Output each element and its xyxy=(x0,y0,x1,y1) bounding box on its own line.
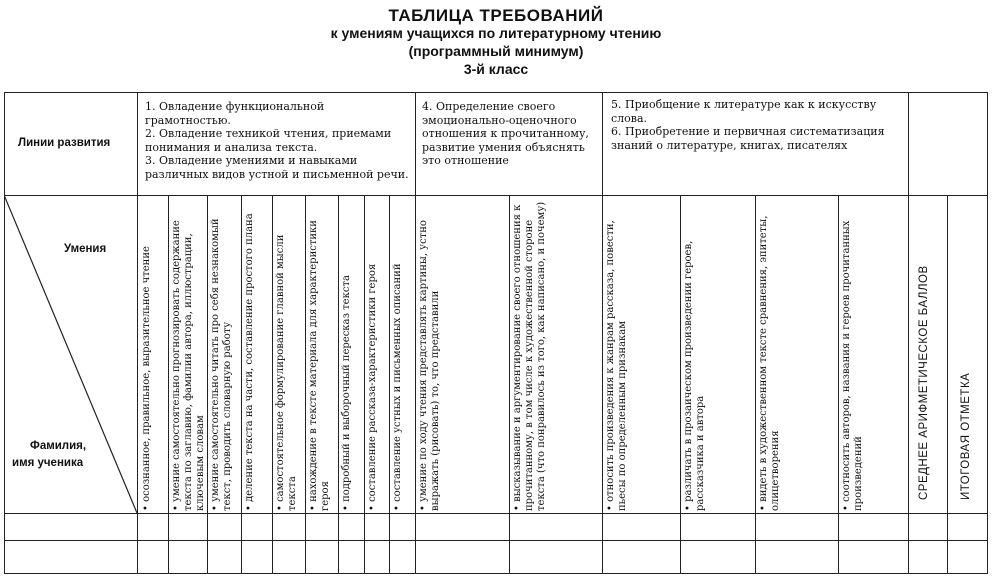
lines-of-development-label: Линии развития xyxy=(18,137,111,149)
group-1-item: 2. Овладение техникой чтения, приемами понимания и анализа текста. xyxy=(145,127,392,154)
table-col-divider xyxy=(908,92,909,573)
table-row-divider xyxy=(4,540,988,541)
table-row-divider xyxy=(4,195,988,196)
skill-column-text: • умение самостоятельно читать про себя незнакомый текст, проводить словарную работу xyxy=(210,218,233,511)
table-col-divider xyxy=(680,195,681,573)
skill-column-text: • подробный и выборочный пересказ текста xyxy=(341,275,352,511)
skill-column-text: • относить произведения к жанрам рассказа, повести, пьесы по определенным признакам xyxy=(605,220,628,511)
table-col-divider xyxy=(755,195,756,573)
skill-column-text: • различать в прозаическом произведении героев, рассказчика и автора xyxy=(683,240,706,511)
table-col-divider xyxy=(838,195,839,573)
group-1-item: 1. Овладение функциональной грамотностью. xyxy=(145,100,325,127)
skill-column-text: • видеть в художественном тексте сравнения, эпитеты, олицетворения xyxy=(758,215,781,511)
skill-column-text: • умение самостоятельно прогнозировать содержание текста по заглавию, фамилии автора, иллюстрации, ключевым словам xyxy=(171,220,206,511)
skill-column-text: • высказывание и аргументирование своего отношения к прочитанному, в том числе к художественной стороне текста (что понравилось из того, как написано, и почему) xyxy=(512,201,547,511)
student-name-label-line2: имя ученика xyxy=(12,457,84,469)
skill-column-text: • умение по ходу чтения представлять картины, устно выражать (рисовать) то, что представили xyxy=(418,220,441,511)
group-1-item: 3. Овладение умениями и навыками различных видов устной и письменной речи. xyxy=(145,154,409,181)
table-border-right xyxy=(987,92,988,573)
table-border-bottom xyxy=(4,573,988,574)
grade-label: 3-й класс xyxy=(463,61,529,77)
skill-column-text: • составление рассказа-характеристики героя xyxy=(367,263,378,511)
table-col-divider xyxy=(509,195,510,573)
skill-column-text: • соотносить авторов, названия и героев прочитанных произведений xyxy=(841,220,864,511)
skills-label: Умения xyxy=(64,243,107,255)
skill-column-text: • самостоятельное формулирование главной мысли текста xyxy=(275,234,298,511)
group-3-item: 6. Приобретение и первичная систематизация знаний о литературе, книгах, писателях xyxy=(611,125,885,152)
page-subtitle-2: (программный минимум) xyxy=(408,43,584,59)
group-2-text xyxy=(422,100,598,168)
group-1-text xyxy=(145,100,410,181)
skill-column-text: • составление устных и письменных описаний xyxy=(392,263,403,511)
table-border-top xyxy=(4,92,988,93)
table-col-divider xyxy=(602,92,603,573)
group-3-text xyxy=(611,98,904,152)
skill-column-text: • деление текста на части, составление простого плана xyxy=(244,213,255,511)
table-col-divider xyxy=(947,195,948,573)
final-grade-header: ИТОГОВАЯ ОТМЕТКА xyxy=(960,372,972,500)
group-3-item: 5. Приобщение к литературе как к искусству слова. xyxy=(611,98,877,125)
skill-column-text: • нахождение в тексте материала для характеристики героя xyxy=(308,220,331,511)
page-subtitle: к умениям учащихся по литературному чтению xyxy=(330,25,662,41)
group-2-item: 4. Определение своего эмоционально-оценочного отношения к прочитанному, развитие умения объяснять это отношение xyxy=(422,100,589,167)
table-row-divider xyxy=(4,513,988,514)
skill-column-text: • осознанное, правильное, выразительное чтение xyxy=(141,246,152,511)
student-name-label-line1: Фамилия, xyxy=(30,440,87,452)
average-score-header: СРЕДНЕЕ АРИФМЕТИЧЕСКОЕ БАЛЛОВ xyxy=(918,265,930,500)
page-title: ТАБЛИЦА ТРЕБОВАНИЙ xyxy=(388,6,604,25)
